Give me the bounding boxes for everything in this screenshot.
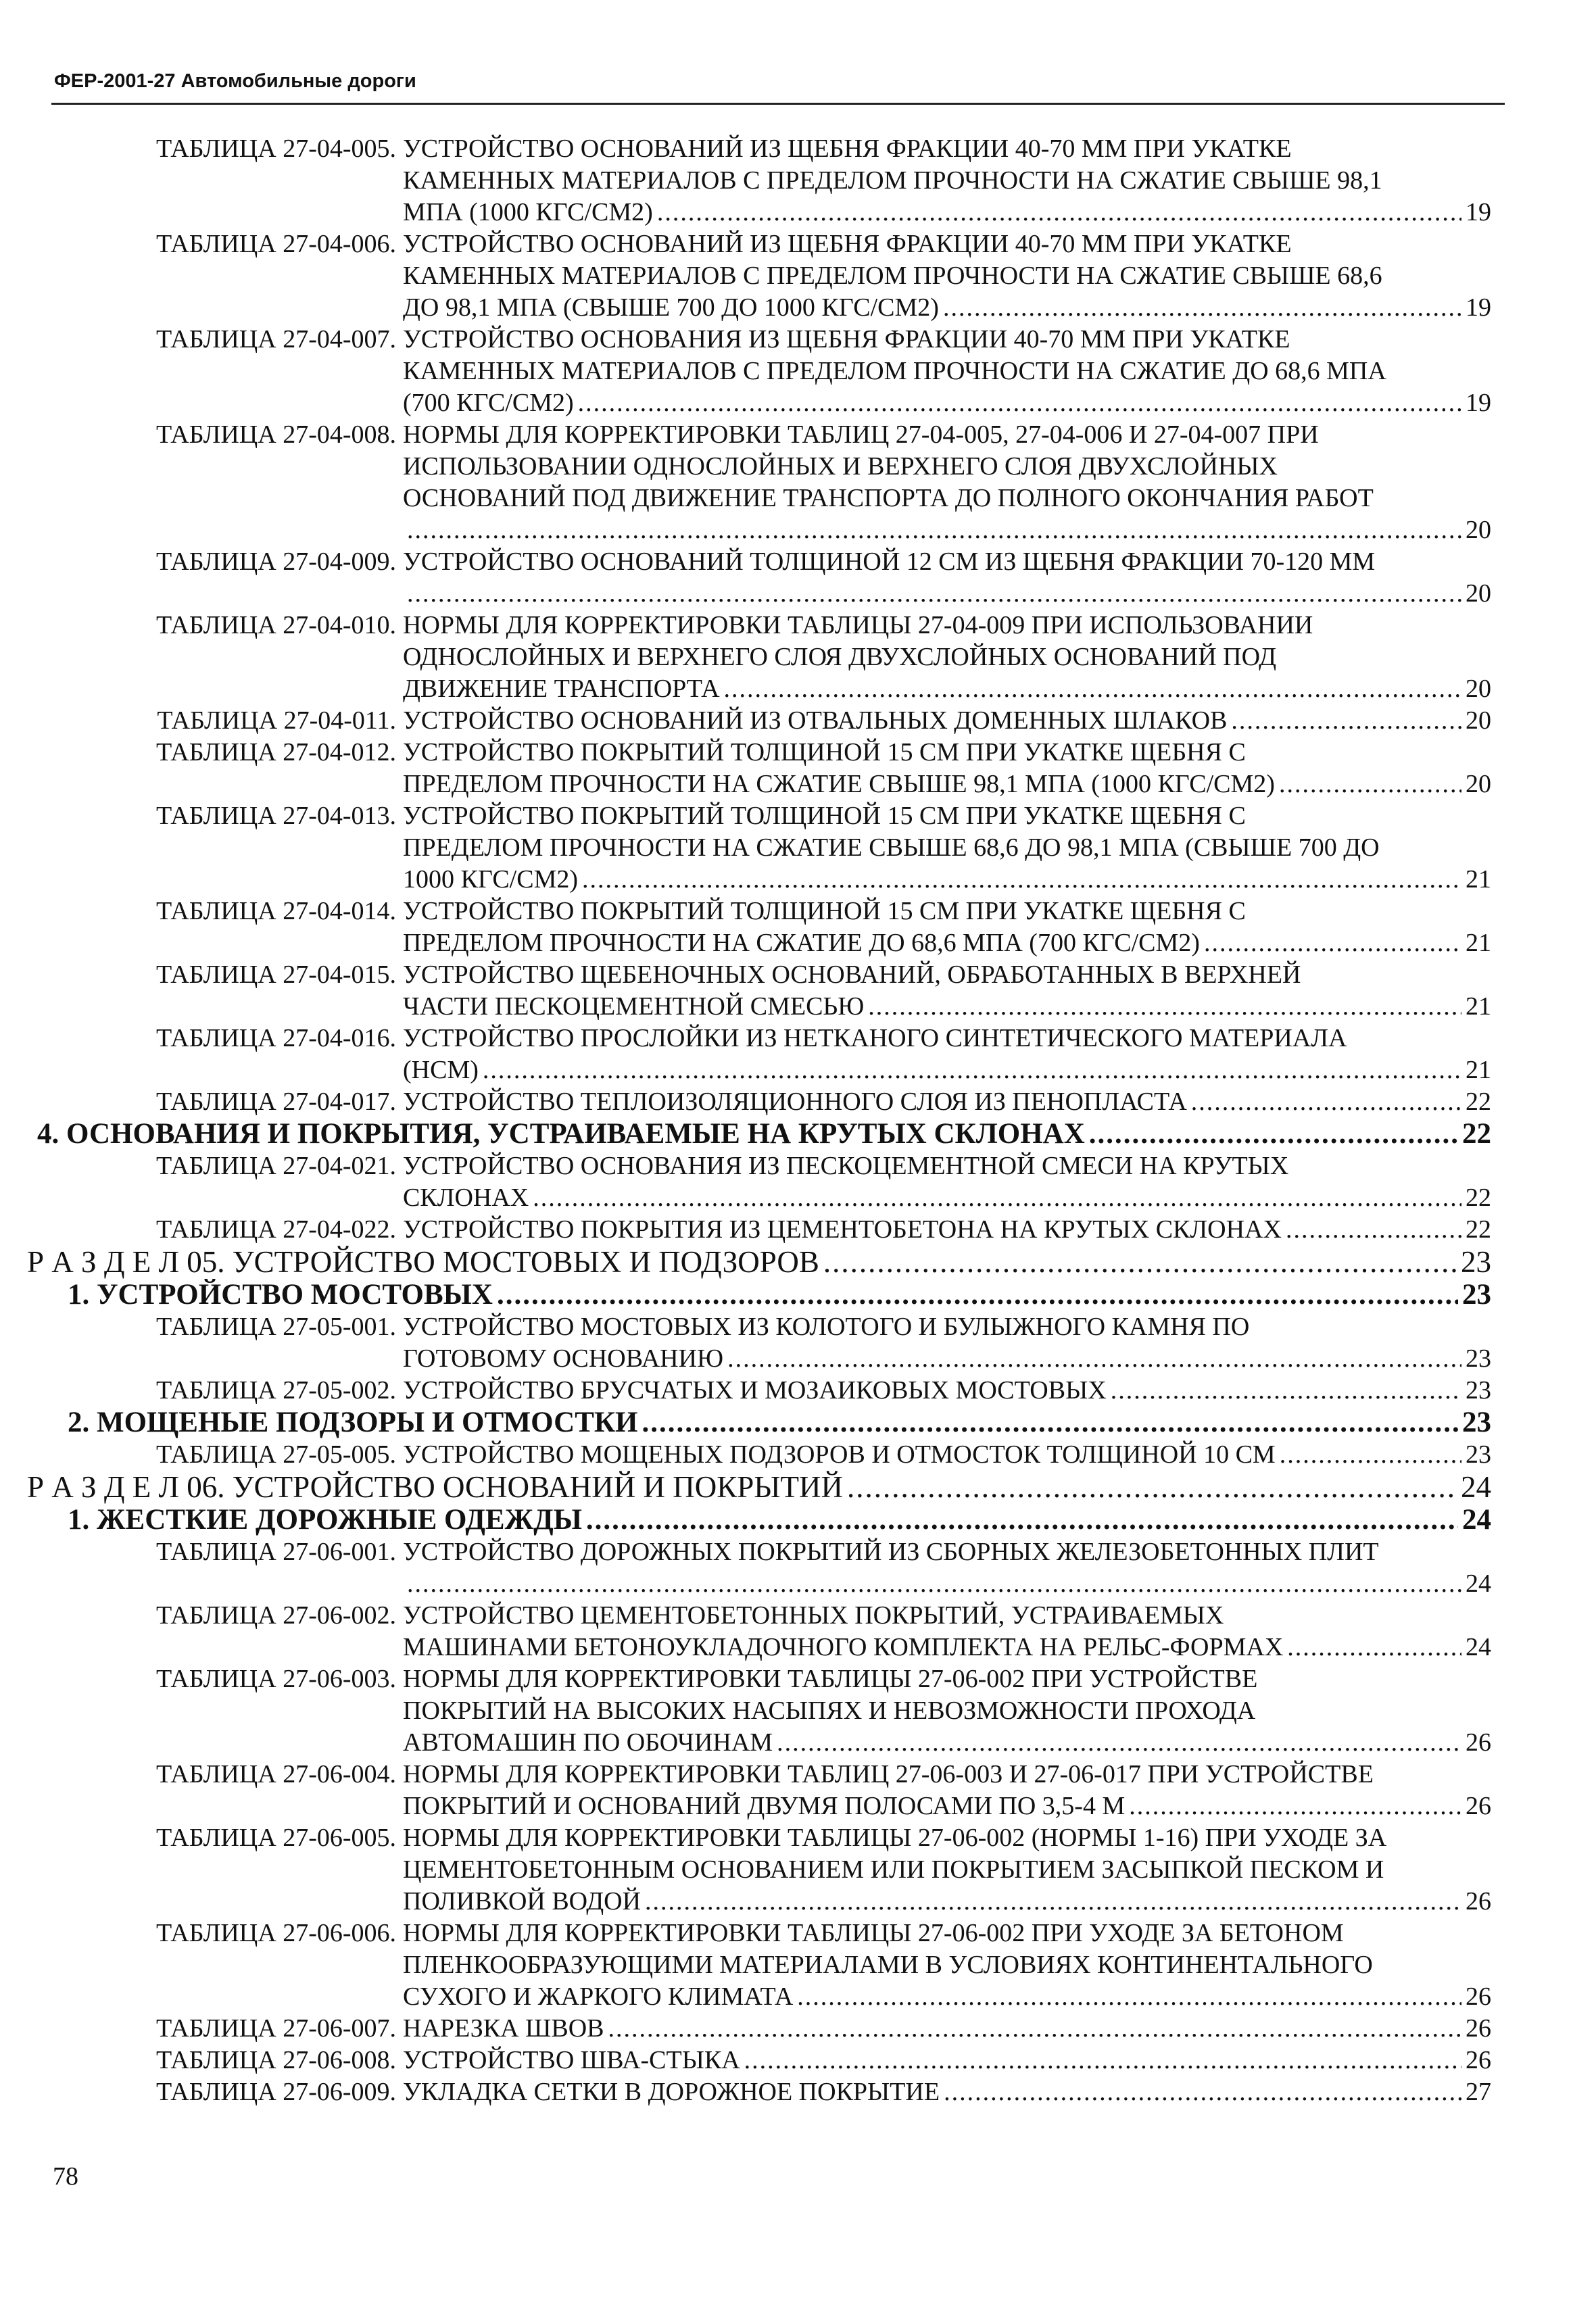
toc-entry-title: ПОКРЫТИЙ И ОСНОВАНИЙ ДВУМЯ ПОЛОСАМИ ПО 3,5-4 М xyxy=(403,1792,1126,1820)
toc-entry-page: 20 xyxy=(1466,770,1491,798)
toc-entry-line: КАМЕННЫХ МАТЕРИАЛОВ С ПРЕДЕЛОМ ПРОЧНОСТИ НА СЖАТИЕ СВЫШЕ 98,1 xyxy=(403,166,1382,195)
toc-entry-page: 26 xyxy=(1466,2046,1491,2074)
toc-entry-code: ТАБЛИЦА 27-04-016. xyxy=(155,1024,396,1052)
toc-entry[interactable] xyxy=(0,2013,1596,2045)
toc-entry-code: ТАБЛИЦА 27-06-001. xyxy=(155,1538,396,1566)
toc-entry-title: 1. ЖЕСТКИЕ ДОРОЖНЫЕ ОДЕЖДЫ xyxy=(68,1504,582,1536)
toc-entry-code: ТАБЛИЦА 27-04-012. xyxy=(155,738,396,766)
toc-entry-line: КАМЕННЫХ МАТЕРИАЛОВ С ПРЕДЕЛОМ ПРОЧНОСТИ НА СЖАТИЕ СВЫШЕ 68,6 xyxy=(403,262,1382,290)
toc-entry-code: ТАБЛИЦА 27-06-005. xyxy=(155,1824,396,1852)
toc-entry-page: 24 xyxy=(1462,1504,1491,1536)
dot-leader xyxy=(1287,1632,1461,1663)
toc-entry-code: ТАБЛИЦА 27-04-022. xyxy=(155,1215,396,1244)
toc-entry-code: ТАБЛИЦА 27-06-003. xyxy=(155,1665,396,1693)
dot-leader xyxy=(1286,1214,1461,1246)
toc-entry[interactable] xyxy=(0,1504,1596,1536)
toc-entry-line: УСТРОЙСТВО ОСНОВАНИЙ ИЗ ЩЕБНЯ ФРАКЦИИ 40-70 ММ ПРИ УКАТКЕ xyxy=(403,135,1292,163)
toc-entry-page: 19 xyxy=(1466,389,1491,417)
toc-entry[interactable] xyxy=(0,419,1596,546)
toc-entry-code: ТАБЛИЦА 27-06-007. xyxy=(155,2014,396,2043)
dot-leader xyxy=(608,2013,1462,2045)
toc-entry-code: ТАБЛИЦА 27-04-006. xyxy=(155,230,396,258)
toc-entry-code: ТАБЛИЦА 27-06-006. xyxy=(155,1919,396,1947)
toc-entry-page: 24 xyxy=(1466,1633,1491,1661)
toc-entry-page: 26 xyxy=(1466,1982,1491,2011)
toc-entry[interactable] xyxy=(0,1536,1596,1600)
toc-entry-line: УСТРОЙСТВО ПРОСЛОЙКИ ИЗ НЕТКАНОГО СИНТЕТИЧЕСКОГО МАТЕРИАЛА xyxy=(403,1024,1347,1052)
toc-entry-page: 24 xyxy=(1461,1470,1491,1504)
dot-leader xyxy=(797,1981,1461,2013)
toc-entry-page: 23 xyxy=(1462,1407,1491,1438)
toc-entry-title: СКЛОНАХ xyxy=(403,1184,529,1212)
dot-leader xyxy=(497,1279,1458,1311)
toc-entry[interactable] xyxy=(0,324,1596,419)
toc-entry-code: ТАБЛИЦА 27-06-008. xyxy=(155,2046,396,2074)
toc-entry-page: 20 xyxy=(1466,579,1491,608)
toc-entry[interactable] xyxy=(0,1214,1596,1246)
toc-entry[interactable] xyxy=(0,228,1596,324)
toc-entry-title: ЧАСТИ ПЕСКОЦЕМЕНТНОЙ СМЕСЬЮ xyxy=(403,992,865,1021)
toc-entry-page: 19 xyxy=(1466,198,1491,226)
toc-entry-line: УСТРОЙСТВО ОСНОВАНИЯ ИЗ ПЕСКОЦЕМЕНТНОЙ СМЕСИ НА КРУТЫХ xyxy=(403,1152,1289,1180)
toc-entry[interactable] xyxy=(0,2045,1596,2076)
toc-entry-title: УКЛАДКА СЕТКИ В ДОРОЖНОЕ ПОКРЫТИЕ xyxy=(403,2078,940,2106)
dot-leader xyxy=(407,514,1461,546)
toc-entry-line: НОРМЫ ДЛЯ КОРРЕКТИРОВКИ ТАБЛИЦ 27-06-003 И 27-06-017 ПРИ УСТРОЙСТВЕ xyxy=(403,1760,1374,1788)
dot-leader xyxy=(586,1504,1458,1536)
toc-entry-line: ПРЕДЕЛОМ ПРОЧНОСТИ НА СЖАТИЕ СВЫШЕ 68,6 ДО 98,1 МПА (СВЫШЕ 700 ДО xyxy=(403,833,1380,862)
dot-leader xyxy=(578,387,1461,419)
toc-entry-title: ГОТОВОМУ ОСНОВАНИЮ xyxy=(403,1344,724,1373)
toc-entry-code: ТАБЛИЦА 27-06-002. xyxy=(155,1601,396,1630)
toc-entry-page: 23 xyxy=(1466,1440,1491,1469)
running-header: ФЕР-2001-27 Автомобильные дороги xyxy=(54,70,416,92)
toc-entry-code: ТАБЛИЦА 27-04-017. xyxy=(155,1088,396,1116)
dot-leader xyxy=(645,1886,1461,1918)
toc-entry-line: НОРМЫ ДЛЯ КОРРЕКТИРОВКИ ТАБЛИЦЫ 27-06-002 (НОРМЫ 1-16) ПРИ УХОДЕ ЗА xyxy=(403,1824,1387,1852)
toc-entry-line: УСТРОЙСТВО ПОКРЫТИЙ ТОЛЩИНОЙ 15 СМ ПРИ УКАТКЕ ЩЕБНЯ С xyxy=(403,738,1246,766)
toc-entry-title: НАРЕЗКА ШВОВ xyxy=(403,2014,604,2043)
toc-entry-line: УСТРОЙСТВО ОСНОВАНИЯ ИЗ ЩЕБНЯ ФРАКЦИИ 40-70 ММ ПРИ УКАТКЕ xyxy=(403,325,1290,354)
toc-entry-code: ТАБЛИЦА 27-04-021. xyxy=(155,1152,396,1180)
toc-entry-title: ДВИЖЕНИЕ ТРАНСПОРТА xyxy=(403,675,720,703)
toc-entry-page: 23 xyxy=(1461,1245,1491,1279)
toc-entry-line: НОРМЫ ДЛЯ КОРРЕКТИРОВКИ ТАБЛИЦЫ 27-06-002 ПРИ УСТРОЙСТВЕ xyxy=(403,1665,1258,1693)
toc-entry[interactable] xyxy=(0,1118,1596,1150)
toc-entry-line: ЦЕМЕНТОБЕТОННЫМ ОСНОВАНИЕМ ИЛИ ПОКРЫТИЕМ ЗАСЫПКОЙ ПЕСКОМ И xyxy=(403,1855,1384,1884)
toc-entry-line: УСТРОЙСТВО ПОКРЫТИЙ ТОЛЩИНОЙ 15 СМ ПРИ УКАТКЕ ЩЕБНЯ С xyxy=(403,897,1246,925)
toc-entry-line: ОДНОСЛОЙНЫХ И ВЕРХНЕГО СЛОЯ ДВУХСЛОЙНЫХ ОСНОВАНИЙ ПОД xyxy=(403,643,1277,671)
dot-leader xyxy=(1279,769,1461,800)
toc-entry-page: 21 xyxy=(1466,992,1491,1021)
toc-entry-title: (700 КГС/СМ2) xyxy=(403,389,574,417)
toc-entry-page: 20 xyxy=(1466,706,1491,735)
toc-entry-page: 19 xyxy=(1466,293,1491,322)
toc-entry[interactable] xyxy=(0,1600,1596,1663)
toc-entry-code: ТАБЛИЦА 27-04-005. xyxy=(155,135,396,163)
toc-entry-code: ТАБЛИЦА 27-04-014. xyxy=(155,897,396,925)
toc-entry-title: МПА (1000 КГС/СМ2) xyxy=(403,198,653,226)
toc-entry-code: ТАБЛИЦА 27-05-005. xyxy=(155,1440,396,1469)
toc-entry-page: 21 xyxy=(1466,1056,1491,1084)
toc-entry[interactable] xyxy=(0,1246,1596,1279)
toc-entry-page: 21 xyxy=(1466,865,1491,894)
toc-entry-line: УСТРОЙСТВО ДОРОЖНЫХ ПОКРЫТИЙ ИЗ СБОРНЫХ ЖЕЛЕЗОБЕТОННЫХ ПЛИТ xyxy=(403,1538,1379,1566)
toc-entry-line: УСТРОЙСТВО ЦЕМЕНТОБЕТОННЫХ ПОКРЫТИЙ, УСТРАИВАЕМЫХ xyxy=(403,1601,1224,1630)
toc-entry-page: 22 xyxy=(1466,1215,1491,1244)
toc-entry[interactable] xyxy=(0,1822,1596,1918)
toc-entry-line: ПОКРЫТИЙ НА ВЫСОКИХ НАСЫПЯХ И НЕВОЗМОЖНОСТИ ПРОХОДА xyxy=(403,1697,1256,1725)
toc-entry[interactable] xyxy=(0,1759,1596,1822)
toc-entry-page: 27 xyxy=(1466,2078,1491,2106)
toc-entry[interactable] xyxy=(0,133,1596,228)
dot-leader xyxy=(1111,1375,1461,1407)
toc-entry[interactable] xyxy=(0,1150,1596,1214)
toc-entry-title: ДО 98,1 МПА (СВЫШЕ 700 ДО 1000 КГС/СМ2) xyxy=(403,293,939,322)
toc-entry-page: 23 xyxy=(1462,1279,1491,1311)
toc-entry-line: КАМЕННЫХ МАТЕРИАЛОВ С ПРЕДЕЛОМ ПРОЧНОСТИ НА СЖАТИЕ ДО 68,6 МПА xyxy=(403,357,1386,385)
toc-entry-title: 1000 КГС/СМ2) xyxy=(403,865,579,894)
toc-entry-code: ТАБЛИЦА 27-04-009. xyxy=(155,547,396,576)
toc-entry-page: 26 xyxy=(1466,1887,1491,1916)
dot-leader xyxy=(944,2076,1461,2108)
toc-entry[interactable] xyxy=(0,1663,1596,1759)
toc-entry-code: ТАБЛИЦА 27-06-004. xyxy=(155,1760,396,1788)
toc-entry-page: 22 xyxy=(1466,1184,1491,1212)
toc-entry[interactable] xyxy=(0,959,1596,1023)
dot-leader xyxy=(1191,1086,1461,1118)
toc-entry-line: УСТРОЙСТВО ПОКРЫТИЙ ТОЛЩИНОЙ 15 СМ ПРИ УКАТКЕ ЩЕБНЯ С xyxy=(403,802,1246,830)
toc-entry-title: АВТОМАШИН ПО ОБОЧИНАМ xyxy=(403,1728,773,1757)
toc-entry-page: 23 xyxy=(1466,1376,1491,1405)
dot-leader xyxy=(407,1568,1461,1600)
toc-entry-title: 4. ОСНОВАНИЯ И ПОКРЫТИЯ, УСТРАИВАЕМЫЕ НА КРУТЫХ СКЛОНАХ xyxy=(37,1118,1085,1150)
toc-entry[interactable] xyxy=(0,1407,1596,1439)
toc-entry-page: 22 xyxy=(1462,1118,1491,1150)
toc-entry-code: ТАБЛИЦА 27-04-011. xyxy=(157,706,396,735)
toc-entry[interactable] xyxy=(0,800,1596,896)
toc-entry-title: 2. МОЩЕНЫЕ ПОДЗОРЫ И ОТМОСТКИ xyxy=(68,1407,638,1438)
dot-leader xyxy=(1204,927,1461,959)
dot-leader xyxy=(724,673,1461,705)
toc-entry-title: УСТРОЙСТВО ТЕПЛОИЗОЛЯЦИОННОГО СЛОЯ ИЗ ПЕНОПЛАСТА xyxy=(403,1088,1187,1116)
dot-leader xyxy=(727,1343,1461,1375)
toc-entry-title: УСТРОЙСТВО ПОКРЫТИЯ ИЗ ЦЕМЕНТОБЕТОНА НА КРУТЫХ СКЛОНАХ xyxy=(403,1215,1282,1244)
toc-entry-page: 26 xyxy=(1466,1792,1491,1820)
toc-entry-code: ТАБЛИЦА 27-05-002. xyxy=(155,1376,396,1405)
toc-entry-line: ПЛЕНКООБРАЗУЮЩИМИ МАТЕРИАЛАМИ В УСЛОВИЯХ КОНТИНЕНТАЛЬНОГО xyxy=(403,1951,1373,1979)
toc-entry-page: 22 xyxy=(1466,1088,1491,1116)
toc-entry-page: 20 xyxy=(1466,675,1491,703)
dot-leader xyxy=(744,2045,1461,2076)
toc-entry-title: СУХОГО И ЖАРКОГО КЛИМАТА xyxy=(403,1982,794,2011)
dot-leader xyxy=(1280,1439,1461,1471)
toc-entry-code: ТАБЛИЦА 27-04-010. xyxy=(155,611,396,639)
dot-leader xyxy=(847,1471,1457,1504)
toc-entry[interactable] xyxy=(0,705,1596,737)
toc-entry-code: ТАБЛИЦА 27-04-008. xyxy=(155,420,396,449)
toc-entry-page: 26 xyxy=(1466,1728,1491,1757)
toc-entry-title: МАШИНАМИ БЕТОНОУКЛАДОЧНОГО КОМПЛЕКТА НА РЕЛЬС-ФОРМАХ xyxy=(403,1633,1284,1661)
toc-entry-line: УСТРОЙСТВО МОСТОВЫХ ИЗ КОЛОТОГО И БУЛЫЖНОГО КАМНЯ ПО xyxy=(403,1313,1250,1341)
toc-entry-code: ТАБЛИЦА 27-04-007. xyxy=(155,325,396,354)
toc-entry-line: УСТРОЙСТВО ОСНОВАНИЙ ИЗ ЩЕБНЯ ФРАКЦИИ 40-70 ММ ПРИ УКАТКЕ xyxy=(403,230,1292,258)
toc-entry-title: 1. УСТРОЙСТВО МОСТОВЫХ xyxy=(68,1279,493,1311)
dot-leader xyxy=(657,197,1461,228)
toc-entry-code: ТАБЛИЦА 27-06-009. xyxy=(155,2078,396,2106)
dot-leader xyxy=(533,1182,1461,1214)
dot-leader xyxy=(407,578,1461,610)
toc-entry-title: Р А З Д Е Л 06. УСТРОЙСТВО ОСНОВАНИЙ И ПОКРЫТИЙ xyxy=(27,1470,843,1504)
toc-entry-title: ПРЕДЕЛОМ ПРОЧНОСТИ НА СЖАТИЕ СВЫШЕ 98,1 МПА (1000 КГС/СМ2) xyxy=(403,770,1275,798)
toc-entry-line: НОРМЫ ДЛЯ КОРРЕКТИРОВКИ ТАБЛИЦ 27-04-005, 27-04-006 И 27-04-007 ПРИ xyxy=(403,420,1319,449)
dot-leader xyxy=(943,292,1461,324)
toc-entry[interactable] xyxy=(0,610,1596,705)
toc-entry-line: НОРМЫ ДЛЯ КОРРЕКТИРОВКИ ТАБЛИЦЫ 27-04-009 ПРИ ИСПОЛЬЗОВАНИИ xyxy=(403,611,1313,639)
toc-entry[interactable] xyxy=(0,1471,1596,1504)
toc-entry-title: ПОЛИВКОЙ ВОДОЙ xyxy=(403,1887,642,1916)
dot-leader xyxy=(483,1054,1461,1086)
toc-entry-code: ТАБЛИЦА 27-05-001. xyxy=(155,1313,396,1341)
header-rule xyxy=(51,103,1505,105)
toc-entry[interactable] xyxy=(0,896,1596,959)
toc-entry-line: НОРМЫ ДЛЯ КОРРЕКТИРОВКИ ТАБЛИЦЫ 27-06-002 ПРИ УХОДЕ ЗА БЕТОНОМ xyxy=(403,1919,1344,1947)
toc-entry-line: ИСПОЛЬЗОВАНИИ ОДНОСЛОЙНЫХ И ВЕРХНЕГО СЛОЯ ДВУХСЛОЙНЫХ xyxy=(403,452,1278,481)
toc-entry[interactable] xyxy=(0,737,1596,800)
toc-entry[interactable] xyxy=(0,1918,1596,2013)
toc-entry-title: ПРЕДЕЛОМ ПРОЧНОСТИ НА СЖАТИЕ ДО 68,6 МПА (700 КГС/СМ2) xyxy=(403,929,1200,957)
toc-entry-line: УСТРОЙСТВО ЩЕБЕНОЧНЫХ ОСНОВАНИЙ, ОБРАБОТАННЫХ В ВЕРХНЕЙ xyxy=(403,960,1301,989)
toc-entry-page: 21 xyxy=(1466,929,1491,957)
toc-entry-title: УСТРОЙСТВО ОСНОВАНИЙ ИЗ ОТВАЛЬНЫХ ДОМЕННЫХ ШЛАКОВ xyxy=(403,706,1228,735)
dot-leader xyxy=(1089,1118,1458,1150)
toc-entry-page: 24 xyxy=(1466,1569,1491,1598)
toc-entry[interactable] xyxy=(0,2076,1596,2108)
toc-entry-code: ТАБЛИЦА 27-04-015. xyxy=(155,960,396,989)
toc-entry-title: УСТРОЙСТВО МОЩЕНЫХ ПОДЗОРОВ И ОТМОСТОК ТОЛЩИНОЙ 10 СМ xyxy=(403,1440,1276,1469)
toc-entry-line: ОСНОВАНИЙ ПОД ДВИЖЕНИЕ ТРАНСПОРТА ДО ПОЛНОГО ОКОНЧАНИЯ РАБОТ xyxy=(403,484,1374,512)
toc-entry-page: 23 xyxy=(1466,1344,1491,1373)
dot-leader xyxy=(582,864,1461,896)
toc-entry-title: УСТРОЙСТВО ШВА-СТЫКА xyxy=(403,2046,740,2074)
toc-entry[interactable] xyxy=(0,1375,1596,1407)
toc-entry[interactable] xyxy=(0,1023,1596,1086)
toc-entry-title: УСТРОЙСТВО БРУСЧАТЫХ И МОЗАИКОВЫХ МОСТОВЫХ xyxy=(403,1376,1107,1405)
page-number: 78 xyxy=(53,2162,78,2191)
dot-leader xyxy=(642,1407,1459,1439)
toc-entry[interactable] xyxy=(0,1311,1596,1375)
dot-leader xyxy=(823,1246,1457,1279)
toc-entry[interactable] xyxy=(0,1279,1596,1311)
toc-entry-title: (НСМ) xyxy=(403,1056,479,1084)
toc-entry-page: 26 xyxy=(1466,2014,1491,2043)
table-of-contents xyxy=(0,133,1596,2108)
toc-entry[interactable] xyxy=(0,546,1596,610)
toc-entry-line: УСТРОЙСТВО ОСНОВАНИЙ ТОЛЩИНОЙ 12 СМ ИЗ ЩЕБНЯ ФРАКЦИИ 70-120 ММ xyxy=(403,547,1376,576)
dot-leader xyxy=(1129,1790,1461,1822)
toc-entry-page: 20 xyxy=(1466,516,1491,544)
toc-entry[interactable] xyxy=(0,1086,1596,1118)
dot-leader xyxy=(777,1727,1461,1759)
dot-leader xyxy=(1231,705,1461,737)
dot-leader xyxy=(868,991,1461,1023)
toc-entry-title: Р А З Д Е Л 05. УСТРОЙСТВО МОСТОВЫХ И ПОДЗОРОВ xyxy=(27,1245,819,1279)
toc-entry-code: ТАБЛИЦА 27-04-013. xyxy=(155,802,396,830)
toc-entry[interactable] xyxy=(0,1439,1596,1471)
